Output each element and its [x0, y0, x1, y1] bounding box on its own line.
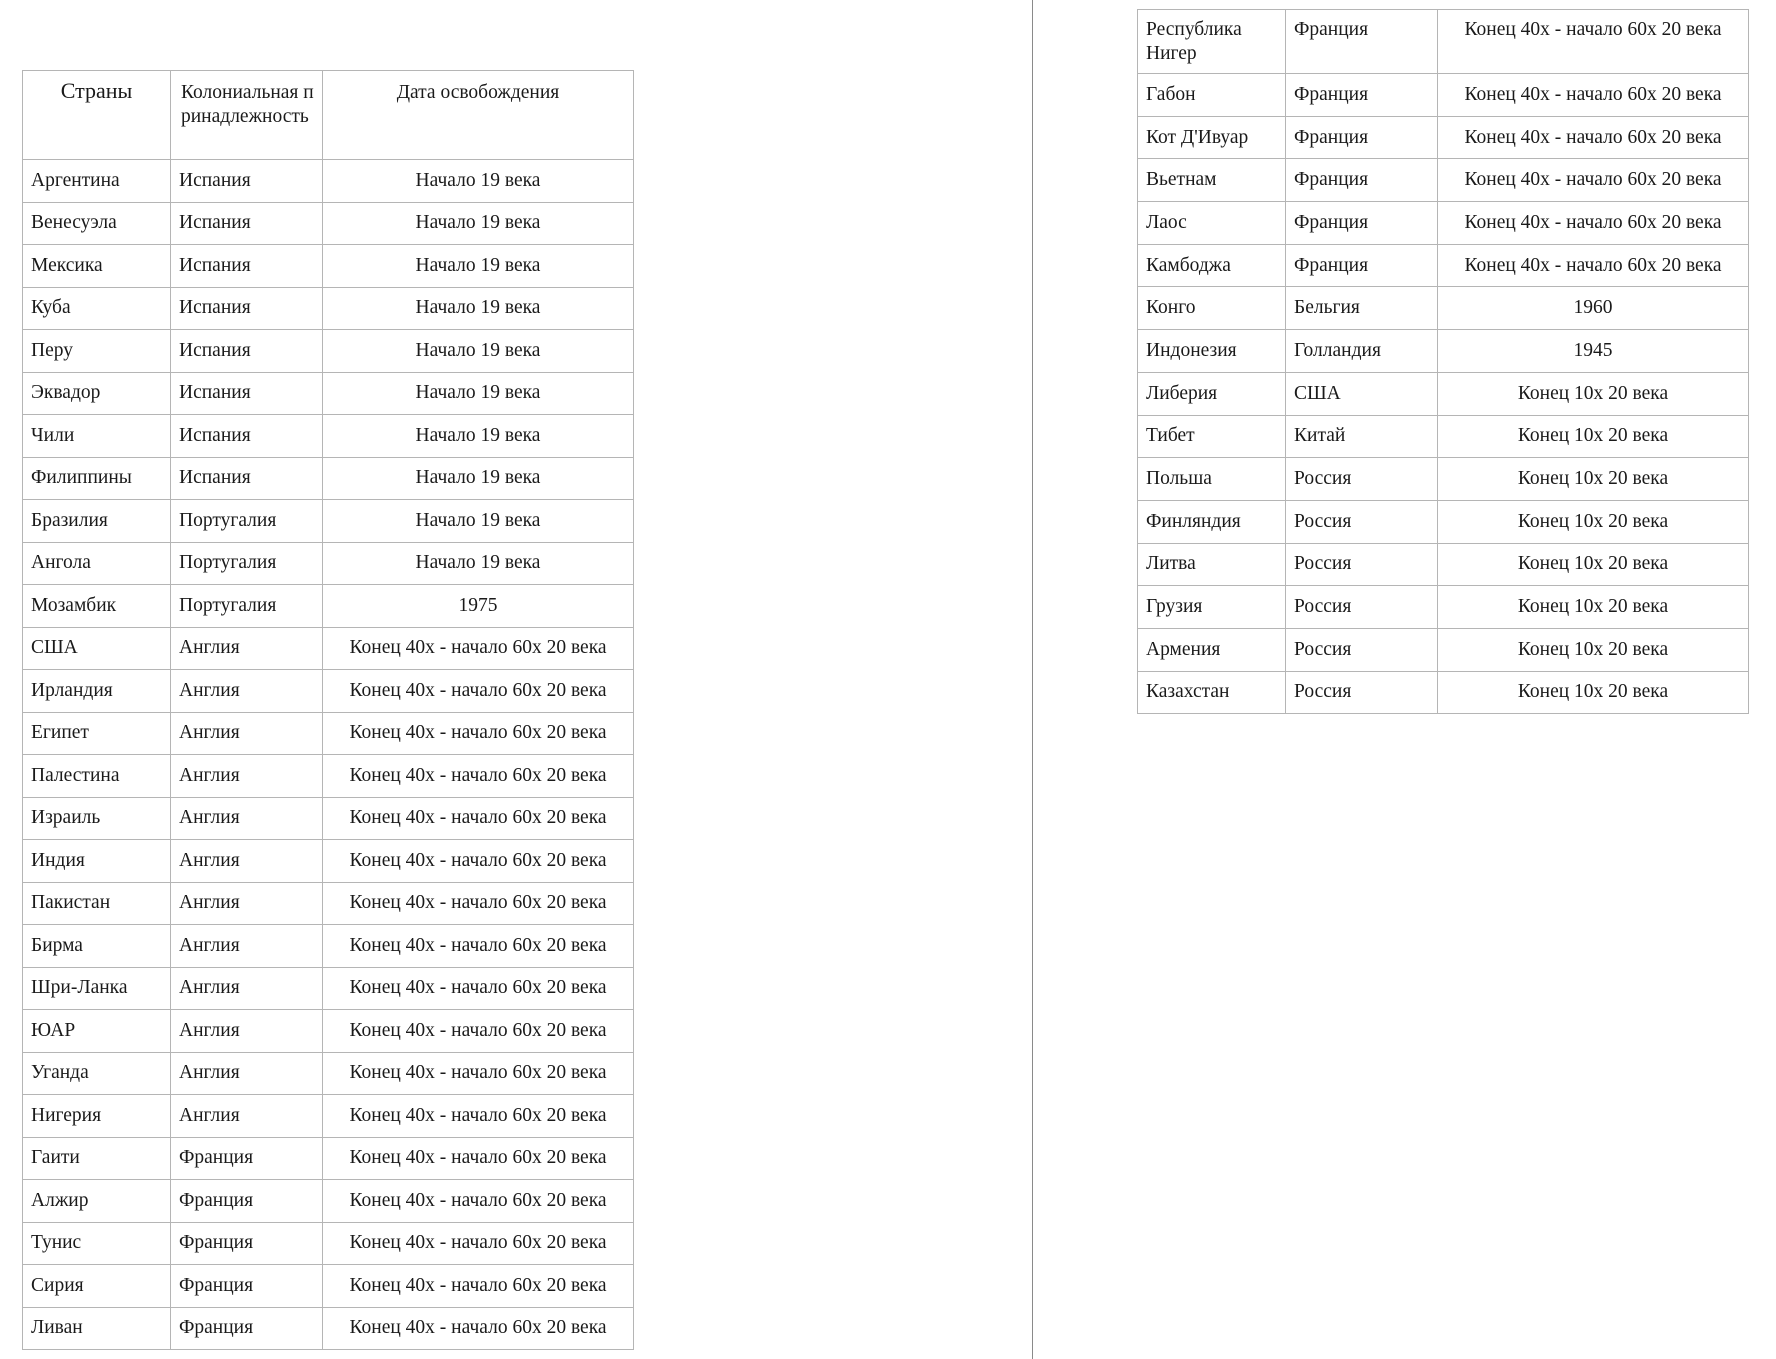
cell-date: Конец 40х - начало 60х 20 века — [1438, 10, 1749, 74]
cell-colonizer: Англия — [171, 967, 323, 1010]
cell-colonizer: Франция — [1286, 116, 1438, 159]
cell-country: Индонезия — [1138, 330, 1286, 373]
cell-colonizer: Россия — [1286, 671, 1438, 714]
cell-date: Конец 10х 20 века — [1438, 671, 1749, 714]
cell-country: Израиль — [23, 797, 171, 840]
header-colonizer: Колониальная принадлежность — [171, 71, 323, 160]
cell-date: Конец 10х 20 века — [1438, 586, 1749, 629]
cell-country: Армения — [1138, 628, 1286, 671]
cell-country: Гаити — [23, 1137, 171, 1180]
cell-country: Венесуэла — [23, 202, 171, 245]
cell-colonizer: США — [1286, 372, 1438, 415]
cell-country: Мозамбик — [23, 585, 171, 628]
cell-country: Палестина — [23, 755, 171, 798]
table-row — [23, 457, 634, 500]
cell-colonizer: Россия — [1286, 543, 1438, 586]
table-row — [23, 160, 634, 203]
cell-colonizer: Франция — [171, 1265, 323, 1308]
table-row — [1138, 330, 1749, 373]
cell-colonizer: Испания — [171, 372, 323, 415]
table-row — [1138, 671, 1749, 714]
cell-country: Чили — [23, 415, 171, 458]
table-row — [23, 542, 634, 585]
cell-date: Конец 40х - начало 60х 20 века — [323, 712, 634, 755]
cell-colonizer: Россия — [1286, 586, 1438, 629]
cell-colonizer: Китай — [1286, 415, 1438, 458]
cell-date: Начало 19 века — [323, 330, 634, 373]
cell-colonizer: Франция — [1286, 244, 1438, 287]
table-row — [23, 500, 634, 543]
colonies-table-left — [22, 70, 634, 1350]
table-row — [23, 415, 634, 458]
cell-colonizer: Россия — [1286, 628, 1438, 671]
cell-country: Шри-Ланка — [23, 967, 171, 1010]
cell-country: Камбоджа — [1138, 244, 1286, 287]
cell-colonizer: Португалия — [171, 500, 323, 543]
cell-date: Конец 10х 20 века — [1438, 500, 1749, 543]
cell-date: Начало 19 века — [323, 160, 634, 203]
cell-country: Габон — [1138, 74, 1286, 117]
table-row — [1138, 244, 1749, 287]
table-row — [1138, 500, 1749, 543]
table-row — [23, 712, 634, 755]
table-row — [23, 1265, 634, 1308]
cell-colonizer: Франция — [171, 1137, 323, 1180]
cell-colonizer: Англия — [171, 670, 323, 713]
cell-colonizer: Голландия — [1286, 330, 1438, 373]
cell-country: Алжир — [23, 1180, 171, 1223]
cell-colonizer: Франция — [171, 1222, 323, 1265]
cell-colonizer: Португалия — [171, 542, 323, 585]
cell-colonizer: Испания — [171, 160, 323, 203]
table-row — [1138, 543, 1749, 586]
cell-date: Конец 10х 20 века — [1438, 372, 1749, 415]
table-row — [1138, 202, 1749, 245]
cell-colonizer: Англия — [171, 627, 323, 670]
cell-date: Начало 19 века — [323, 415, 634, 458]
table-row — [23, 585, 634, 628]
cell-colonizer: Испания — [171, 330, 323, 373]
table-row — [23, 797, 634, 840]
cell-country: Ирландия — [23, 670, 171, 713]
cell-country: Куба — [23, 287, 171, 330]
cell-date: Конец 40х - начало 60х 20 века — [323, 797, 634, 840]
table-row — [1138, 159, 1749, 202]
cell-country: Казахстан — [1138, 671, 1286, 714]
table-row — [23, 840, 634, 883]
table-row — [1138, 415, 1749, 458]
cell-country: Финляндия — [1138, 500, 1286, 543]
table-row — [23, 670, 634, 713]
cell-colonizer: Бельгия — [1286, 287, 1438, 330]
cell-country: Ангола — [23, 542, 171, 585]
cell-colonizer: Англия — [171, 925, 323, 968]
table-row — [1138, 586, 1749, 629]
header-country: Страны — [23, 71, 171, 160]
colonies-table-right — [1137, 9, 1749, 714]
table-row — [23, 1137, 634, 1180]
cell-date: Конец 40х - начало 60х 20 века — [323, 882, 634, 925]
cell-country: ЮАР — [23, 1010, 171, 1053]
cell-colonizer: Англия — [171, 755, 323, 798]
cell-country: Перу — [23, 330, 171, 373]
table-row — [1138, 74, 1749, 117]
cell-date: Конец 10х 20 века — [1438, 458, 1749, 501]
cell-country: США — [23, 627, 171, 670]
cell-country: Республика Нигер — [1138, 10, 1286, 74]
table-row — [23, 755, 634, 798]
cell-date: Конец 40х - начало 60х 20 века — [323, 1265, 634, 1308]
cell-date: Начало 19 века — [323, 202, 634, 245]
cell-country: Либерия — [1138, 372, 1286, 415]
cell-date: Конец 40х - начало 60х 20 века — [323, 1137, 634, 1180]
table-row — [23, 245, 634, 288]
cell-colonizer: Франция — [1286, 159, 1438, 202]
cell-country: Вьетнам — [1138, 159, 1286, 202]
table-row — [23, 330, 634, 373]
cell-country: Кот Д'Ивуар — [1138, 116, 1286, 159]
cell-date: Конец 40х - начало 60х 20 века — [323, 1052, 634, 1095]
cell-colonizer: Англия — [171, 797, 323, 840]
left-table-body — [23, 160, 634, 1350]
cell-country: Грузия — [1138, 586, 1286, 629]
cell-date: Конец 40х - начало 60х 20 века — [323, 1180, 634, 1223]
cell-country: Тунис — [23, 1222, 171, 1265]
cell-colonizer: Португалия — [171, 585, 323, 628]
cell-colonizer: Франция — [171, 1307, 323, 1350]
cell-date: Конец 40х - начало 60х 20 века — [1438, 74, 1749, 117]
cell-colonizer: Франция — [1286, 74, 1438, 117]
cell-country: Конго — [1138, 287, 1286, 330]
cell-date: Конец 40х - начало 60х 20 века — [323, 840, 634, 883]
cell-country: Индия — [23, 840, 171, 883]
table-row — [23, 1010, 634, 1053]
cell-date: Конец 40х - начало 60х 20 века — [323, 755, 634, 798]
table-row — [23, 967, 634, 1010]
table-row — [23, 1095, 634, 1138]
table-row — [23, 1052, 634, 1095]
cell-country: Ливан — [23, 1307, 171, 1350]
right-table-body — [1138, 10, 1749, 714]
cell-date: 1975 — [323, 585, 634, 628]
cell-country: Уганда — [23, 1052, 171, 1095]
cell-date: Конец 40х - начало 60х 20 века — [323, 925, 634, 968]
cell-colonizer: Англия — [171, 1052, 323, 1095]
cell-date: Конец 40х - начало 60х 20 века — [323, 627, 634, 670]
cell-country: Бразилия — [23, 500, 171, 543]
page-divider — [1032, 0, 1033, 1359]
cell-country: Эквадор — [23, 372, 171, 415]
cell-date: Конец 40х - начало 60х 20 века — [323, 670, 634, 713]
cell-country: Лаос — [1138, 202, 1286, 245]
cell-date: Конец 40х - начало 60х 20 века — [323, 967, 634, 1010]
cell-date: Конец 10х 20 века — [1438, 415, 1749, 458]
cell-date: Конец 40х - начало 60х 20 века — [1438, 244, 1749, 287]
cell-date: Начало 19 века — [323, 372, 634, 415]
cell-colonizer: Испания — [171, 245, 323, 288]
table-row — [23, 202, 634, 245]
cell-date: Конец 40х - начало 60х 20 века — [323, 1095, 634, 1138]
cell-date: Начало 19 века — [323, 457, 634, 500]
cell-colonizer: Россия — [1286, 458, 1438, 501]
cell-colonizer: Франция — [1286, 202, 1438, 245]
table-row — [1138, 458, 1749, 501]
cell-colonizer: Англия — [171, 882, 323, 925]
table-row — [23, 1222, 634, 1265]
cell-date: Конец 40х - начало 60х 20 века — [1438, 159, 1749, 202]
cell-country: Бирма — [23, 925, 171, 968]
cell-colonizer: Англия — [171, 712, 323, 755]
cell-colonizer: Франция — [1286, 10, 1438, 74]
table-row — [1138, 287, 1749, 330]
header-date: Дата освобождения — [323, 71, 634, 160]
cell-date: Конец 40х - начало 60х 20 века — [1438, 202, 1749, 245]
cell-colonizer: Россия — [1286, 500, 1438, 543]
cell-date: Конец 40х - начало 60х 20 века — [323, 1010, 634, 1053]
cell-country: Мексика — [23, 245, 171, 288]
cell-country: Египет — [23, 712, 171, 755]
table-row — [1138, 116, 1749, 159]
table-row — [23, 627, 634, 670]
table-row — [1138, 10, 1749, 74]
table-row — [23, 925, 634, 968]
cell-date: Начало 19 века — [323, 542, 634, 585]
table-row — [1138, 372, 1749, 415]
table-row — [23, 287, 634, 330]
cell-colonizer: Англия — [171, 1010, 323, 1053]
cell-colonizer: Англия — [171, 1095, 323, 1138]
cell-date: Конец 10х 20 века — [1438, 543, 1749, 586]
table-row — [23, 1307, 634, 1350]
cell-colonizer: Испания — [171, 202, 323, 245]
cell-date: Конец 40х - начало 60х 20 века — [323, 1307, 634, 1350]
cell-date: 1960 — [1438, 287, 1749, 330]
cell-date: Начало 19 века — [323, 287, 634, 330]
table-row — [23, 1180, 634, 1223]
cell-date: Конец 10х 20 века — [1438, 628, 1749, 671]
cell-country: Нигерия — [23, 1095, 171, 1138]
cell-colonizer: Англия — [171, 840, 323, 883]
cell-colonizer: Испания — [171, 457, 323, 500]
cell-country: Польша — [1138, 458, 1286, 501]
cell-country: Сирия — [23, 1265, 171, 1308]
cell-date: Конец 40х - начало 60х 20 века — [323, 1222, 634, 1265]
table-row — [23, 372, 634, 415]
cell-date: Начало 19 века — [323, 500, 634, 543]
cell-country: Литва — [1138, 543, 1286, 586]
table-header-row — [23, 71, 634, 160]
cell-date: 1945 — [1438, 330, 1749, 373]
table-row — [1138, 628, 1749, 671]
cell-country: Тибет — [1138, 415, 1286, 458]
cell-date: Конец 40х - начало 60х 20 века — [1438, 116, 1749, 159]
table-row — [23, 882, 634, 925]
cell-date: Начало 19 века — [323, 245, 634, 288]
cell-country: Пакистан — [23, 882, 171, 925]
cell-colonizer: Франция — [171, 1180, 323, 1223]
cell-colonizer: Испания — [171, 415, 323, 458]
cell-country: Аргентина — [23, 160, 171, 203]
cell-colonizer: Испания — [171, 287, 323, 330]
cell-country: Филиппины — [23, 457, 171, 500]
